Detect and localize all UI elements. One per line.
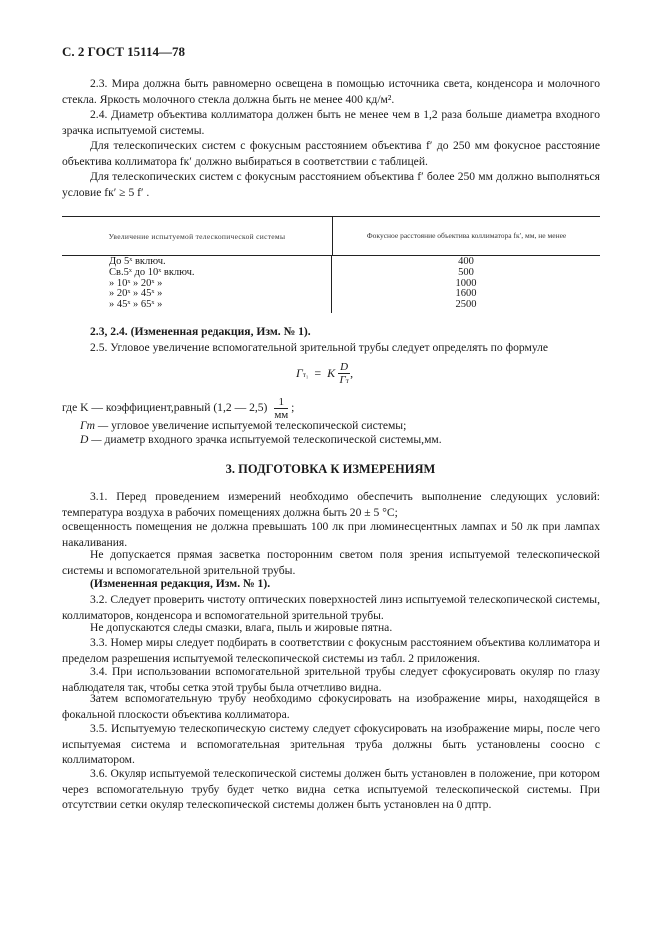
definition-gt xyxy=(80,418,406,433)
table-header-magnification: Увеличение испытуемой телескопической системы xyxy=(62,217,333,255)
formula-denominator: Г xyxy=(339,374,346,386)
paragraph-3-4-b: Затем вспомогательную трубу необходимо сфокусировать на изображение миры, находящейся в фокальной плоскости объектива коллиматора. xyxy=(62,692,600,721)
page-header: С. 2 ГОСТ 15114—78 xyxy=(62,44,185,59)
definition-d-symbol: D — xyxy=(80,433,102,446)
section-3-heading: 3. ПОДГОТОВКА К ИЗМЕРЕНИЯМ xyxy=(225,462,436,476)
paragraph-3-3: 3.3. Номер миры следует подбирать в соответствии с фокусным расстоянием объектива коллиматора и пределом разрешения испытуемой телескопической системы из табл. 2 приложения. xyxy=(62,636,600,665)
formula-denominator-sub: т xyxy=(345,377,349,385)
paragraph-2-4-c: Для телескопических систем с фокусным расстоянием объектива f′ более 250 мм должно выполняться условие fк′ ≥ 5 f′ . xyxy=(62,170,600,199)
magnification-formula xyxy=(296,361,353,387)
definition-gt-symbol: Гт — xyxy=(80,419,109,432)
paragraph-3-1-b: освещенность помещения не должна превышать 100 лк при люминесцентных лампах и 50 лк при лампах накаливания. xyxy=(62,520,600,549)
paragraph-3-4: 3.4. При использовании вспомогательной зрительной трубы следует сфокусировать окуляр по глазу наблюдателя так, чтобы сетка этой трубы была отчетливо видна. xyxy=(62,665,600,694)
formula-numerator: D xyxy=(340,361,349,373)
paragraph-2-3: 2.3. Мира должна быть равномерно освещена в помощью источника света, конденсора и молочного стекла. Яркость молочного стекла должна быть не менее 400 кд/м². xyxy=(62,77,600,106)
table-cell-value: 2500 xyxy=(455,299,477,311)
definition-gt-text: угловое увеличение испытуемой телескопической системы; xyxy=(111,419,407,432)
table-column-range xyxy=(62,256,332,313)
collimator-table xyxy=(62,216,600,313)
table-cell-value: 500 xyxy=(458,266,474,278)
table-cell-value: 400 xyxy=(458,256,474,267)
definition-k-text: коэффициент,равный (1,2 — 2,5) xyxy=(105,401,268,415)
definition-k-symbol: где K — xyxy=(62,401,103,415)
table-cell-range: » 20ˣ » 45ˣ » xyxy=(109,288,163,300)
table-cell-value: 1000 xyxy=(455,277,477,289)
formula-tail: , xyxy=(350,365,354,380)
table-cell-range: » 45ˣ » 65ˣ » xyxy=(109,299,163,311)
paragraph-3-2-b: Не допускаются следы смазки, влага, пыль и жировые пятна. xyxy=(90,621,393,634)
formula-k: K xyxy=(327,365,336,380)
table-cell-range: » 10ˣ » 20ˣ » xyxy=(109,277,163,289)
definition-d-text: диаметр входного зрачка испытуемой телескопической системы,мм. xyxy=(104,433,442,446)
paragraph-3-1-c: Не допускается прямая засветка посторонним светом поля зрения испытуемой телескопической системы и вспомогательной зрительной трубы. xyxy=(62,548,600,577)
formula-lhs: Г xyxy=(296,365,303,380)
definition-k-numerator: 1 xyxy=(274,396,288,409)
paragraph-3-2: 3.2. Следует проверить чистоту оптических поверхностей линз испытуемой телескопической системы, коллиматоров, конденсора и вспомогательной зрительной трубы. xyxy=(62,593,600,622)
definition-k-denominator: мм xyxy=(274,409,289,421)
edit-note-1: 2.3, 2.4. (Измененная редакция, Изм. № 1). xyxy=(90,325,311,338)
definition-k-tail: ; xyxy=(291,401,295,415)
table-cell-range: До 5ˣ включ. xyxy=(109,256,166,267)
definition-d xyxy=(80,432,442,447)
table-header-focal-length: Фокусное расстояние объектива коллиматора fк′, мм, не менее xyxy=(366,231,567,240)
table-body xyxy=(62,256,600,313)
paragraph-3-5: 3.5. Испытуемую телескопическую систему следует сфокусировать на изображение миры, после чего испытуемая система и вспомогательная зрительная труба должны быть установлены соосно с коллиматором. xyxy=(62,722,600,766)
formula-fraction xyxy=(338,361,350,387)
table-column-value xyxy=(332,256,600,313)
formula-eq: = xyxy=(314,365,322,380)
paragraph-2-4: 2.4. Диаметр объектива коллиматора должен быть не менее чем в 1,2 раза больше диаметра входного зрачка испытуемой системы. xyxy=(62,108,600,137)
table-header xyxy=(62,217,600,256)
paragraph-3-1: 3.1. Перед проведением измерений необходимо обеспечить выполнение следующих условий: температура воздуха в рабочих помещениях должна быть 20 ± 5 °С; xyxy=(62,490,600,519)
paragraph-2-5: 2.5. Угловое увеличение вспомогательной зрительной трубы следует определять по формуле xyxy=(90,341,549,354)
paragraph-2-4-b: Для телескопических систем с фокусным расстоянием объектива f′ до 250 мм фокусное расстояние объектива коллиматора fк′ должно выбираться в соответствии с таблицей. xyxy=(62,139,600,168)
paragraph-3-6: 3.6. Окуляр испытуемой телескопической системы должен быть установлен в положение, при котором через вспомогательную трубу будет четко видна сетка испытуемой телескопической системы. При отсутствии сетки окуляр телескопической системы должен быть установлен на 0 дптр. xyxy=(62,767,600,811)
table-cell-value: 1600 xyxy=(455,288,477,300)
table-cell-range: Св.5ˣ до 10ˣ включ. xyxy=(109,266,195,278)
edit-note-2: (Измененная редакция, Изм. № 1). xyxy=(90,577,271,590)
formula-lhs-sub: т₁ xyxy=(302,370,309,379)
